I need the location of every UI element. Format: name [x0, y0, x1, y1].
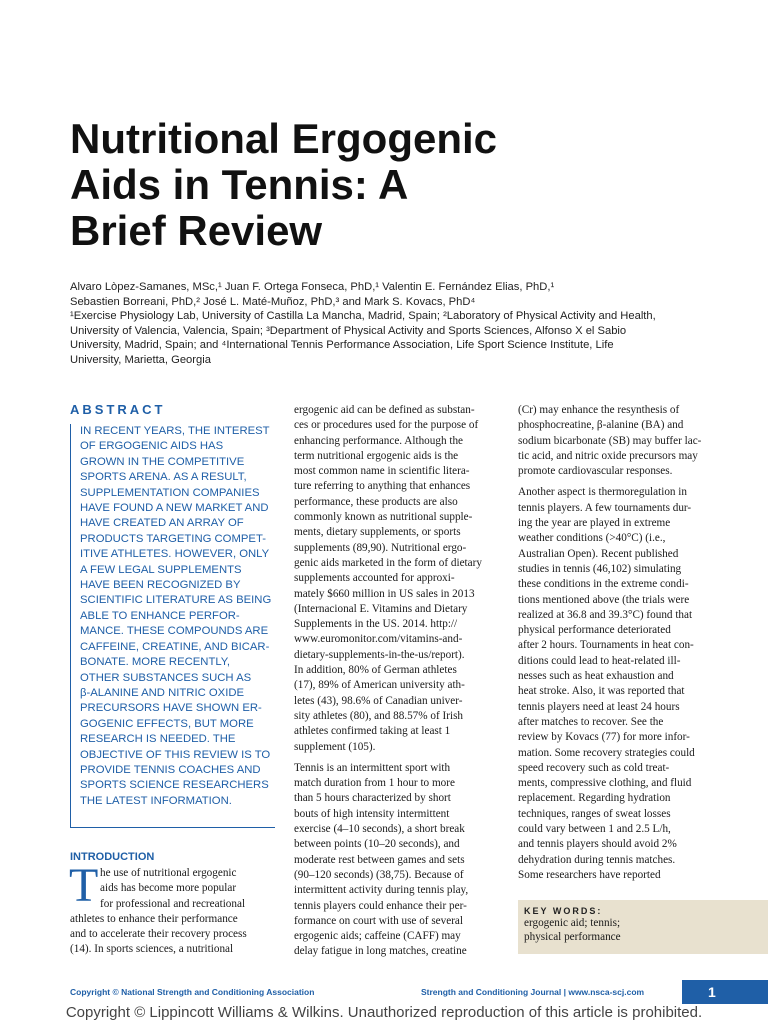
text-line: supplements (89,90). Nutritional ergo- — [294, 541, 467, 554]
text-line: ments, compressive clothing, and fluid — [518, 777, 692, 790]
abstract-line: GROWN IN THE COMPETITIVE — [80, 455, 245, 468]
abstract-line: BONATE. MORE RECENTLY, — [80, 656, 231, 669]
text-line: In addition, 80% of German athletes — [294, 664, 457, 677]
text-line: dietary-supplements-in-the-us/report). — [294, 648, 465, 661]
text-line: he use of nutritional ergogenic — [100, 867, 237, 879]
abstract-line: A FEW LEGAL SUPPLEMENTS — [80, 563, 242, 576]
text-line: (Cr) may enhance the resynthesis of — [518, 404, 680, 416]
text-line: exercise (4–10 seconds), a short break — [294, 823, 465, 836]
text-line: (17), 89% of American university ath- — [294, 679, 465, 692]
abstract-line: OF ERGOGENIC AIDS HAS — [80, 440, 224, 453]
text-line: sity athletes (80), and 88.57% of Irish — [294, 709, 464, 722]
text-line: aids has become more popular — [100, 882, 237, 895]
abstract-line: ITIVE ATHLETES. HOWEVER, ONLY — [80, 548, 270, 561]
text-line: bouts of high intensity intermittent — [294, 807, 450, 820]
text-line: studies in tennis (46,102) simulating — [518, 562, 682, 575]
text-line: tennis players could enhance their per- — [294, 899, 467, 912]
text-line: tions mentioned above (the trials were — [518, 593, 690, 606]
text-line: Another aspect is thermoregulation in — [518, 486, 688, 499]
text-line: formance on court with use of several — [294, 914, 463, 927]
keywords-line: physical performance — [524, 931, 621, 943]
author-affiliations — [70, 280, 710, 368]
article-title — [70, 116, 690, 254]
title-line: Aids in Tennis: A — [70, 161, 409, 208]
abstract-line: SPORTS ARENA. AS A RESULT, — [80, 471, 247, 484]
text-line: term nutritional ergogenic aids is the — [294, 449, 459, 462]
text-line: than 5 hours characterized by short — [294, 792, 451, 805]
text-line: ments, dietary supplements, or sports — [294, 526, 461, 539]
text-line: commonly known as nutritional supple- — [294, 511, 473, 524]
text-line: ergogenic aids; caffeine (CAFF) may — [294, 930, 461, 943]
abstract-line: ABLE TO ENHANCE PERFOR- — [80, 609, 240, 622]
text-line: (14). In sports sciences, a nutritional — [70, 943, 234, 956]
text-line: mation. Some recovery strategies could — [518, 746, 695, 759]
introduction-text — [70, 866, 270, 958]
text-line: speed recovery such as cold treat- — [518, 761, 670, 774]
abstract-line: PRECURSORS HAVE SHOWN ER- — [80, 702, 262, 715]
author-line: Alvaro Lòpez-Samanes, MSc,¹ Juan F. Ortega Fonseca, PhD,¹ Valentin E. Fernández Elias, PhD,¹ — [70, 281, 555, 293]
text-line: genic aids marketed in the form of dietary — [294, 556, 482, 569]
abstract-line: HAVE CREATED AN ARRAY OF — [80, 517, 244, 530]
text-line: ditions could lead to heat-related ill- — [518, 654, 681, 667]
abstract-line: MANCE. THESE COMPOUNDS ARE — [80, 625, 269, 638]
text-line: www.euromonitor.com/vitamins-and- — [294, 633, 463, 646]
text-line: review by Kovacs (77) for more infor- — [518, 731, 690, 744]
drop-cap: T — [69, 859, 99, 912]
affiliation-line: University, Madrid, Spain; and ⁴International Tennis Performance Association, Life Sport Science Institute, Life — [70, 339, 614, 352]
abstract-line: GOGENIC EFFECTS, BUT MORE — [80, 717, 254, 730]
text-line: phosphocreatine, β-alanine (BA) and — [518, 419, 684, 432]
abstract-line: RESEARCH IS NEEDED. THE — [80, 733, 236, 746]
text-line: mately $660 million in US sales in 2013 — [294, 587, 475, 600]
copyright-notice: Copyright © Lippincott Williams & Wilkins. Unauthorized reproduction of this article is prohibited. — [65, 1004, 703, 1021]
introduction-heading: INTRODUCTION — [70, 851, 155, 863]
text-line: ergogenic aid can be defined as substan- — [294, 404, 475, 416]
abstract-line: HAVE BEEN RECOGNIZED BY — [80, 579, 241, 592]
text-line: tennis players. A few tournaments dur- — [518, 501, 692, 514]
text-line: intermittent activity during tennis play, — [294, 884, 469, 897]
text-line: delay fatigue in long matches, creatine — [294, 945, 467, 958]
text-line: Supplements in the US. 2014. http:// — [294, 618, 458, 631]
abstract-line: CAFFEINE, CREATINE, AND BICAR- — [80, 640, 270, 653]
text-line: after 2 hours. Tournaments in heat con- — [518, 639, 694, 652]
abstract-line: PRODUCTS TARGETING COMPET- — [80, 532, 266, 545]
keywords-heading: KEY WORDS: — [524, 906, 603, 916]
abstract-line: SCIENTIFIC LITERATURE AS BEING — [80, 594, 272, 607]
text-line: for professional and recreational — [100, 897, 246, 910]
text-line: promote cardiovascular responses. — [518, 465, 673, 478]
text-line: tic acid, and nitric oxide precursors may — [518, 449, 698, 462]
title-line: Nutritional Ergogenic — [70, 115, 498, 162]
text-line: Some researchers have reported — [518, 868, 661, 881]
text-line: these conditions in the extreme condi- — [518, 578, 689, 591]
text-line: moderate rest between games and sets — [294, 853, 465, 866]
affiliation-line: ¹Exercise Physiology Lab, University of Castilla La Mancha, Madrid, Spain; ²Laboratory of Physical Activity and Health, — [70, 310, 656, 323]
text-line: between points (10–20 seconds), and — [294, 838, 460, 851]
text-line: dehydration during tennis matches. — [518, 853, 676, 866]
text-line: supplement (105). — [294, 740, 376, 753]
text-line: realized at 36.8 and 39.3°C) found that — [518, 608, 693, 621]
abstract-line: SPORTS SCIENCE RESEARCHERS — [80, 779, 269, 792]
text-line: nesses such as heat exhaustion and — [518, 670, 674, 683]
title-line: Brief Review — [70, 207, 323, 254]
page-number: 1 — [682, 980, 768, 1004]
keywords-box — [518, 900, 768, 954]
text-line: ces or procedures used for the purpose of — [294, 419, 479, 432]
text-line: physical performance deteriorated — [518, 624, 671, 637]
text-line: (90–120 seconds) (38,75). Because of — [294, 868, 464, 881]
abstract-line: OBJECTIVE OF THIS REVIEW IS TO — [80, 748, 271, 761]
text-line: supplements accounted for approxi- — [294, 572, 455, 585]
text-line: ture referring to anything that enhances — [294, 480, 471, 493]
body-column-2 — [294, 403, 494, 960]
text-line: techniques, ranges of sweat losses — [518, 807, 671, 820]
abstract-line: β-ALANINE AND NITRIC OXIDE — [80, 686, 245, 699]
abstract-line: IN RECENT YEARS, THE INTEREST — [80, 425, 270, 437]
text-line: athletes to enhance their performance — [70, 912, 238, 925]
text-line: letes (43), 98.6% of Canadian univer- — [294, 694, 463, 707]
text-line: enhancing performance. Although the — [294, 434, 463, 447]
text-line: heat stroke. Also, it was reported that — [518, 685, 685, 698]
text-line: Australian Open). Recent published — [518, 547, 679, 560]
body-column-3 — [518, 403, 720, 883]
footer-journal: Strength and Conditioning Journal | www.nsca-scj.com — [421, 987, 645, 997]
text-line: match duration from 1 hour to more — [294, 777, 455, 790]
text-line: Tennis is an intermittent sport with — [294, 761, 451, 774]
abstract-line: SUPPLEMENTATION COMPANIES — [80, 486, 260, 499]
text-line: athletes confirmed taking at least 1 — [294, 725, 451, 738]
text-line: replacement. Regarding hydration — [518, 792, 671, 805]
text-line: and to accelerate their recovery process — [70, 928, 247, 941]
text-line: after matches to recover. See the — [518, 715, 664, 728]
footer-copyright: Copyright © National Strength and Conditioning Association — [70, 987, 315, 997]
keywords-line: ergogenic aid; tennis; — [524, 917, 621, 929]
abstract-line: PROVIDE TENNIS COACHES AND — [80, 763, 261, 776]
text-line: ing the year are played in extreme — [518, 517, 671, 530]
abstract-heading: ABSTRACT — [70, 402, 166, 417]
text-line: tennis players need at least 24 hours — [518, 700, 680, 713]
text-line: weather conditions (>40°C) (i.e., — [518, 532, 666, 545]
author-line: Sebastien Borreani, PhD,² José L. Maté-Muñoz, PhD,³ and Mark S. Kovacs, PhD⁴ — [70, 295, 476, 308]
text-line: could vary between 1 and 2.5 L/h, — [518, 823, 671, 836]
text-line: (Internacional E. Vitamins and Dietary — [294, 602, 468, 615]
text-line: performance, these products are also — [294, 495, 458, 508]
text-line: sodium bicarbonate (SB) may buffer lac- — [518, 434, 702, 447]
abstract-line: THE LATEST INFORMATION. — [80, 794, 232, 807]
text-line: and tennis players should avoid 2% — [518, 838, 677, 851]
affiliation-line: University, Marietta, Georgia — [70, 353, 211, 366]
affiliation-line: University of Valencia, Valencia, Spain; ³Department of Physical Activity and Sports Sciences, Alfonso X el Sabio — [70, 324, 627, 337]
text-line: most common name in scientific litera- — [294, 465, 470, 478]
abstract-line: HAVE FOUND A NEW MARKET AND — [80, 502, 269, 515]
abstract-line: OTHER SUBSTANCES SUCH AS — [80, 671, 252, 684]
abstract-body — [70, 424, 275, 828]
